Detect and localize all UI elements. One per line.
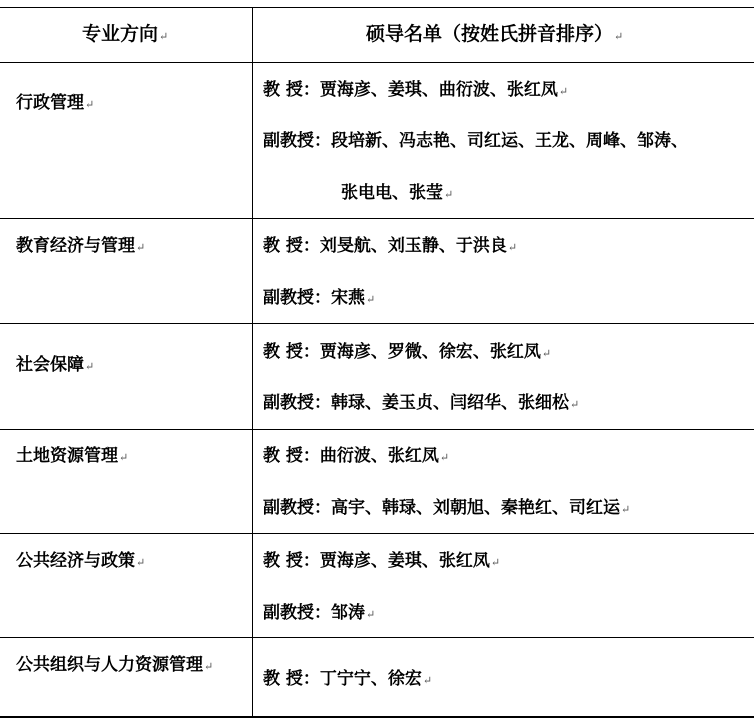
professor-line: 教 授：丁宁宁、徐宏↵: [263, 669, 433, 689]
associate-line: 副教授：段培新、冯志艳、司红运、王龙、周峰、邹涛、: [263, 131, 688, 151]
associate-line: 副教授：韩琭、姜玉贞、闫绍华、张细松↵: [263, 393, 580, 413]
row-divider: [0, 218, 754, 219]
professor-line: 教 授：贾海彦、姜琪、曲衍波、张红凤↵: [263, 80, 569, 100]
professor-line: 教 授：贾海彦、罗微、徐宏、张红凤↵: [263, 342, 552, 362]
row-direction: 社会保障↵: [16, 355, 95, 375]
header-divider: [0, 62, 754, 63]
professor-line: 教 授：曲衍波、张红凤↵: [263, 446, 450, 466]
row-divider: [0, 429, 754, 430]
row-divider: [0, 533, 754, 534]
professor-line: 教 授：贾海彦、姜琪、张红凤↵: [263, 551, 501, 571]
row-direction: 土地资源管理↵: [16, 446, 129, 466]
professor-line: 教 授：刘旻航、刘玉静、于洪良↵: [263, 236, 518, 256]
header-advisor-list: 硕导名单（按姓氏拼音排序）↵: [366, 23, 624, 45]
column-divider: [252, 7, 253, 717]
associate-line-continued: 张电电、张莹↵: [341, 183, 454, 203]
row-direction: 行政管理↵: [16, 93, 95, 113]
table-bottom-border: [0, 716, 754, 718]
header-major-direction: 专业方向↵: [82, 23, 169, 45]
row-divider: [0, 323, 754, 324]
table-top-border: [0, 7, 754, 8]
row-divider: [0, 637, 754, 638]
associate-line: 副教授：高宇、韩琭、刘朝旭、秦艳红、司红运↵: [263, 498, 631, 518]
associate-line: 副教授：邹涛↵: [263, 603, 376, 623]
row-direction: 公共经济与政策↵: [16, 551, 146, 571]
associate-line: 副教授：宋燕↵: [263, 288, 376, 308]
row-direction: 公共组织与人力资源管理↵: [16, 655, 214, 675]
row-direction: 教育经济与管理↵: [16, 236, 146, 256]
